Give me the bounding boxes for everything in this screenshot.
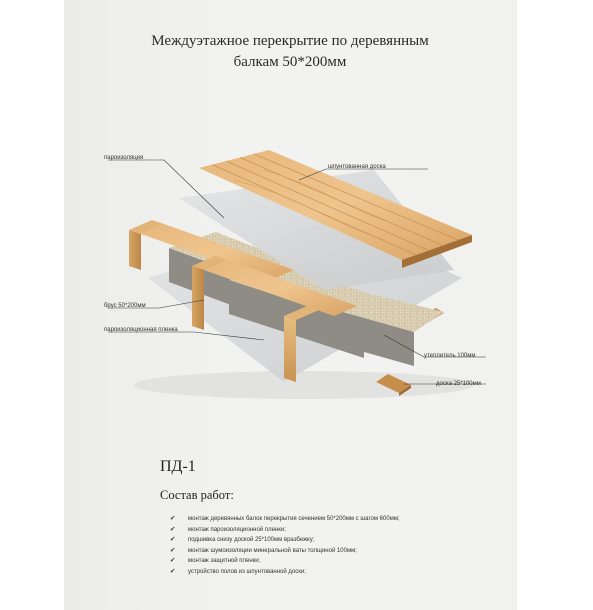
list-item: ✔ устройство полов из шпунтованной доски; <box>170 567 400 578</box>
label-tongue-board: шпунтованная доска <box>328 164 386 170</box>
list-item: ✔ монтаж деревянных балок перекрытия сечением 50*200мм с шагом 600мм; <box>170 514 400 525</box>
list-item: ✔ монтаж пароизоляционной пленки; <box>170 525 400 536</box>
works-title: Состав работ: <box>160 488 234 502</box>
page-title-line-2: балкам 50*200мм <box>233 54 347 70</box>
ground-shadow <box>134 371 474 399</box>
page-title-line-1: Междуэтажное перекрытие по деревянным <box>151 33 429 49</box>
label-vapor-film: пароизоляционная пленка <box>104 327 178 333</box>
list-item: ✔ подшивка снизу доской 25*100мм вразбежку; <box>170 535 400 546</box>
works-list <box>170 514 400 577</box>
label-insulation: утеплитель 100мм <box>424 353 476 359</box>
floor-section-illustration <box>64 120 517 420</box>
list-item: ✔ монтаж защитной пленки; <box>170 556 400 567</box>
label-board: доска 25*100мм <box>436 381 481 387</box>
label-vapor-barrier: пароизоляция <box>104 155 144 161</box>
section-code: ПД-1 <box>160 458 196 475</box>
list-item: ✔ монтаж шумоизоляции минеральной ваты толщиной 100мм; <box>170 546 400 557</box>
label-beam: брус 50*200мм <box>104 303 146 309</box>
